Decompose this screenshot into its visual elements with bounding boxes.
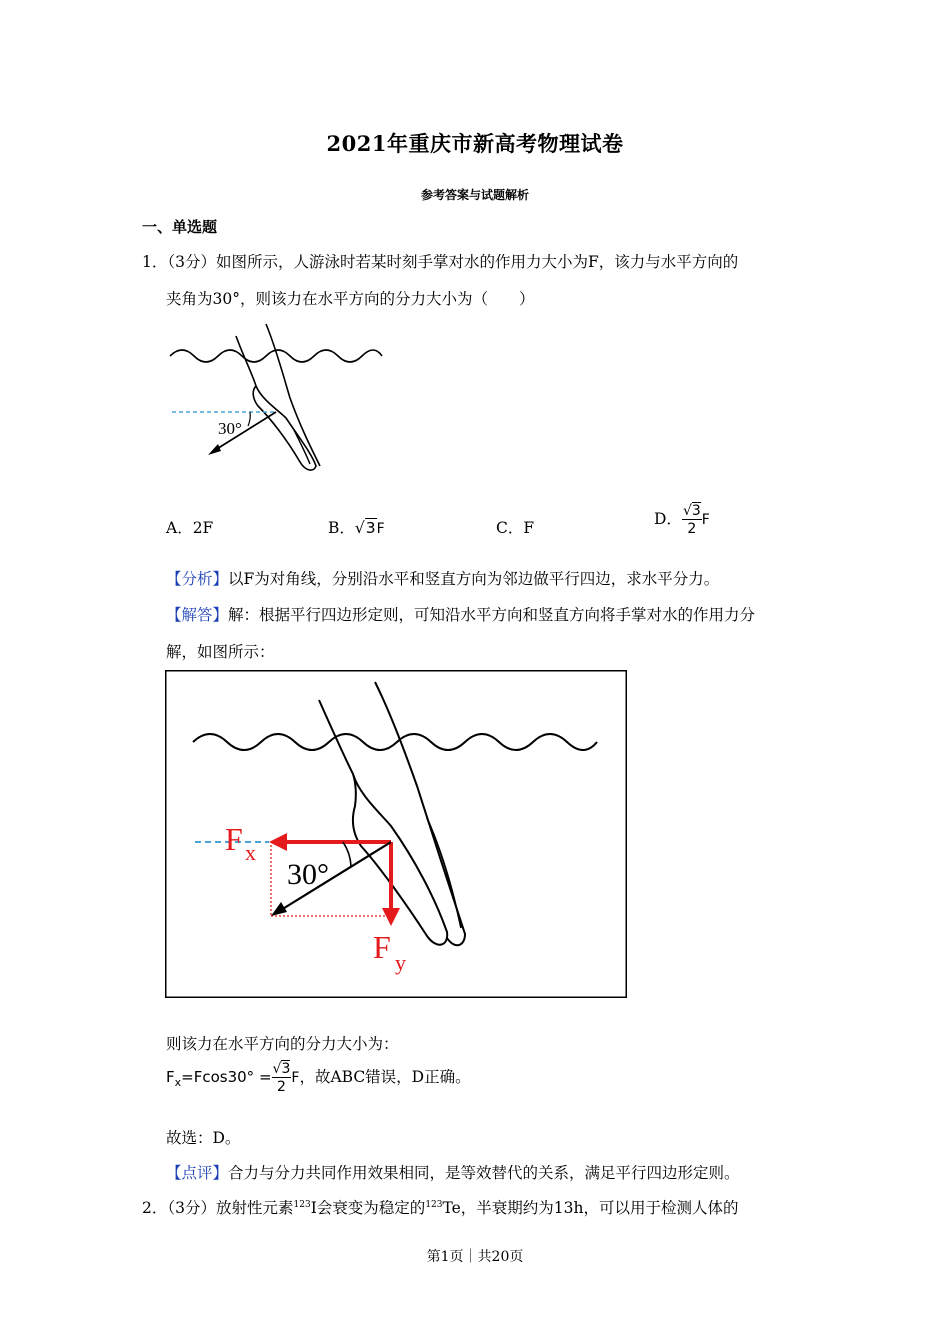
question-1-line2: 夹角为30°，则该力在水平方向的分力大小为（ ） xyxy=(166,290,535,308)
option-d-label: D． xyxy=(654,510,682,528)
question-number: 1． xyxy=(142,253,168,271)
comment-tag: 【点评】 xyxy=(166,1164,229,1182)
option-a: A．2F xyxy=(166,519,214,537)
fx-subscript: x xyxy=(245,840,256,865)
analysis-tag: 【分析】 xyxy=(166,570,229,588)
question-number: 2． xyxy=(142,1199,168,1217)
fx-label: F xyxy=(225,821,243,857)
option-b: B．√3F xyxy=(328,519,385,537)
swimmer-hand-figure xyxy=(166,318,386,478)
page-title: 2021年重庆市新高考物理试卷 xyxy=(326,131,624,156)
result-intro: 则该力在水平方向的分力大小为： xyxy=(166,1035,399,1053)
angle-label: 30° xyxy=(287,858,329,891)
fy-label: F xyxy=(373,929,391,965)
option-d: D． $\frac{√3}{2}$ F xyxy=(654,503,710,537)
comment-line: 【点评】合力与分力共同作用效果相同，是等效替代的关系，满足平行四边形定则。 xyxy=(166,1164,740,1182)
angle-label: 30° xyxy=(218,419,242,438)
answer-line2: 解，如图所示： xyxy=(166,643,275,661)
question-1-line1 xyxy=(142,250,738,272)
answer-tag: 【解答】 xyxy=(166,606,229,624)
option-c: C．F xyxy=(496,519,535,537)
fy-subscript: y xyxy=(395,950,406,975)
section-heading: 一、单选题 xyxy=(142,218,218,236)
question-text: （3分）如图所示，人游泳时若某时刻手掌对水的作用力大小为F，该力与水平方向的 xyxy=(167,253,739,271)
fraction: $\frac{√3}{2}$ xyxy=(682,503,701,537)
page-subtitle: 参考答案与试题解析 xyxy=(420,188,529,202)
answer-line1: 【解答】解：根据平行四边形定则，可知沿水平方向和竖直方向将手掌对水的作用力分 xyxy=(166,606,756,624)
fraction: $\frac{√3}{2}$ xyxy=(272,1061,291,1095)
sqrt-expression: √3 xyxy=(354,519,376,537)
formula-line: $F_x=Fcos30^\circ$ = $\frac{√3}{2}$ F，故ABC错误，D正确。 xyxy=(166,1061,471,1095)
analysis-line: 【分析】以F为对角线，分别沿水平和竖直方向为邻边做平行四边，求水平分力。 xyxy=(166,570,720,588)
question-2-line1: 2．（3分）放射性元素$^{123}$I会衰变为稳定的$^{123}$Te，半衰期约为13h，可以用于检测人体的 xyxy=(142,1199,739,1217)
page-footer: 第1页｜共20页 xyxy=(426,1249,524,1265)
choice-line: 故选：D。 xyxy=(166,1129,241,1147)
force-decomposition-figure xyxy=(165,670,627,998)
option-b-label: B． xyxy=(328,519,355,537)
